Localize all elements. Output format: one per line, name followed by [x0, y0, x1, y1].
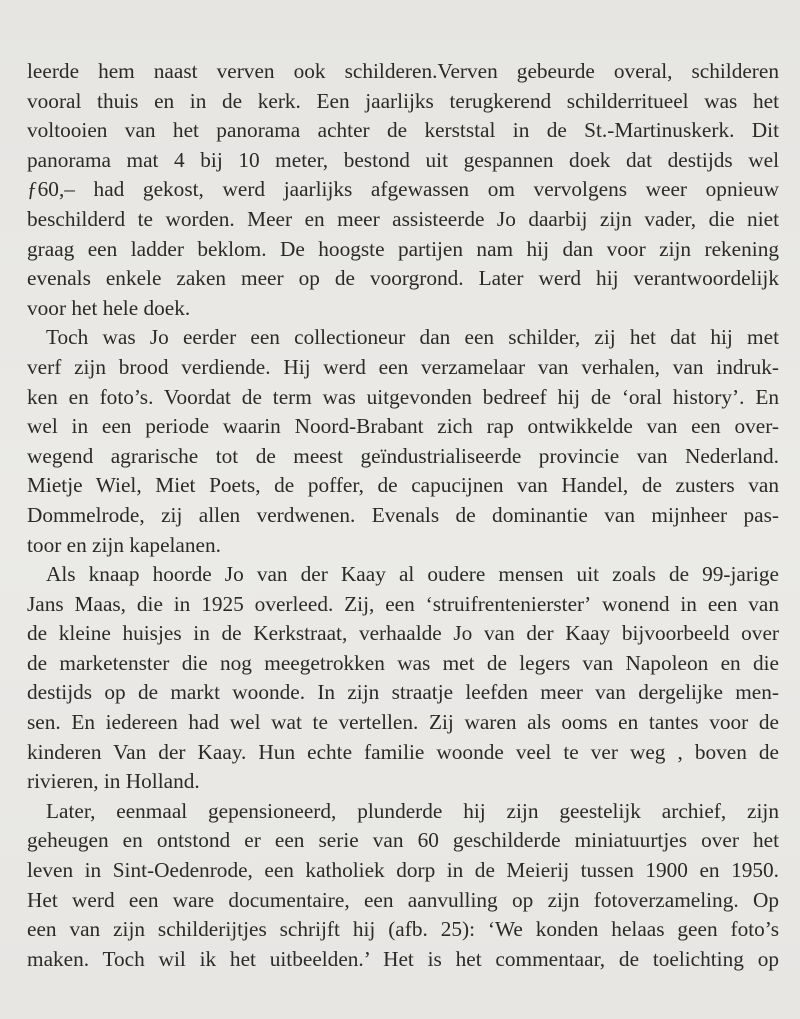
text-line: kinderen Van der Kaay. Hun echte familie woonde veel te ver weg , boven de [27, 739, 779, 764]
paragraph-first-line: Als knaap hoorde Jo van der Kaay al oudere mensen uit zoals de 99-jarige [46, 562, 779, 587]
text-line: vooral thuis en in de kerk. Een jaarlijks terugkerend schilderritueel was het [27, 88, 779, 113]
text-line: destijds op de markt woonde. In zijn straatje leefden meer van dergelijke men- [27, 680, 779, 705]
text-line: maken. Toch wil ik het uitbeelden.’ Het is het commentaar, de toelichting op [27, 946, 779, 971]
text-line: panorama mat 4 bij 10 meter, bestond uit gespannen doek dat destijds wel [27, 147, 779, 172]
text-line: Dommelrode, zij allen verdwenen. Evenals de dominantie van mijnheer pas- [27, 502, 779, 527]
paragraph-first-line: Toch was Jo eerder een collectioneur dan een schilder, zij het dat hij met [46, 325, 779, 350]
text-line: graag een ladder beklom. De hoogste partijen nam hij dan voor zijn rekening [27, 236, 779, 261]
text-line: wel in een periode waarin Noord-Brabant zich rap ontwikkelde van een over- [27, 414, 779, 439]
body-text [27, 57, 779, 974]
text-line: ƒ60,– had gekost, werd jaarlijks afgewassen om vervolgens weer opnieuw [27, 177, 779, 202]
text-line: een van zijn schilderijtjes schrijft hij (afb. 25): ‘We konden helaas geen foto’s [27, 917, 779, 942]
text-line: sen. En iedereen had wel wat te vertellen. Zij waren als ooms en tantes voor de [27, 710, 779, 735]
text-line: voor het hele doek. [27, 295, 191, 320]
text-line: ken en foto’s. Voordat de term was uitgevonden bedreef hij de ‘oral history’. En [27, 384, 779, 409]
text-line: voltooien van het panorama achter de kerststal in de St.-Martinuskerk. Dit [27, 118, 779, 143]
text-line: leerde hem naast verven ook schilderen.Verven gebeurde overal, schilderen [27, 59, 779, 83]
text-line: rivieren, in Holland. [27, 769, 200, 794]
text-line: toor en zijn kapelanen. [27, 532, 221, 557]
text-line: de marketenster die nog meegetrokken was met de legers van Napoleon en die [27, 650, 779, 675]
text-line: Mietje Wiel, Miet Poets, de poffer, de capucijnen van Handel, de zusters van [27, 473, 779, 498]
text-line: beschilderd te worden. Meer en meer assisteerde Jo daarbij zijn vader, die niet [27, 206, 779, 231]
text-line: evenals enkele zaken meer op de voorgrond. Later werd hij verantwoordelijk [27, 266, 779, 291]
text-line: leven in Sint-Oedenrode, een katholiek dorp in de Meierij tussen 1900 en 1950. [27, 858, 779, 883]
text-line: wegend agrarische tot de meest geïndustrialiseerde provincie van Nederland. [27, 443, 779, 468]
text-line: geheugen en ontstond er een serie van 60 geschilderde miniatuurtjes over het [27, 828, 779, 853]
text-line: Jans Maas, die in 1925 overleed. Zij, een ‘struifrenteniersterʼ wonend in een van [27, 591, 779, 616]
text-line: Het werd een ware documentaire, een aanvulling op zijn fotoverzameling. Op [27, 887, 779, 912]
text-line: verf zijn brood verdiende. Hij werd een verzamelaar van verhalen, van indruk- [27, 354, 779, 379]
text-line: de kleine huisjes in de Kerkstraat, verhaalde Jo van der Kaay bijvoorbeeld over [27, 621, 779, 646]
paragraph-first-line: Later, eenmaal gepensioneerd, plunderde hij zijn geestelijk archief, zijn [46, 798, 779, 823]
